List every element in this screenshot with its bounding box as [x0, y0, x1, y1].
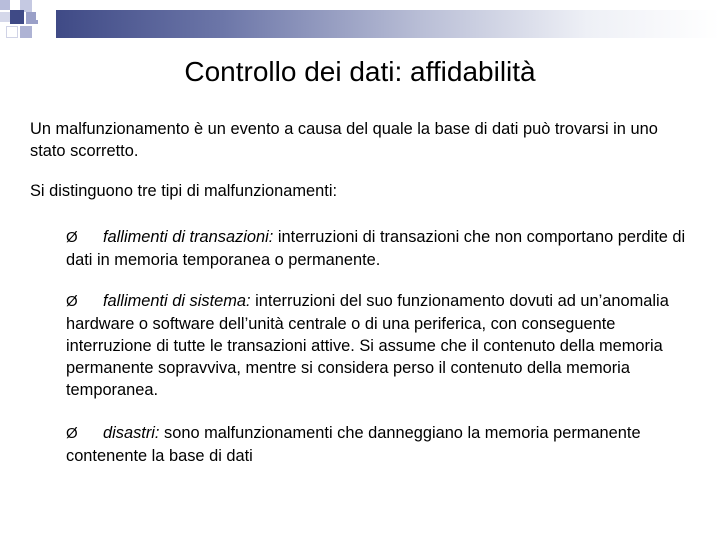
decoration-square	[10, 10, 24, 24]
bullet-text: sono malfunzionamenti che danneggiano la memoria permanente contenente la base di dati	[66, 424, 641, 465]
decoration-square	[20, 26, 32, 38]
arrow-bullet-icon: Ø	[66, 229, 78, 246]
slide-title: Controllo dei dati: affidabilità	[184, 56, 536, 87]
header-decoration-squares	[0, 0, 56, 40]
bullet-item	[66, 226, 696, 271]
intro-paragraph: Un malfunzionamento è un evento a causa del quale la base di dati può trovarsi in uno stato scorretto.	[30, 120, 658, 160]
decoration-square	[0, 0, 10, 10]
decoration-square	[36, 0, 52, 20]
bullet-term: fallimenti di transazioni:	[103, 228, 274, 246]
decoration-square	[10, 0, 20, 10]
bullet-term: fallimenti di sistema:	[103, 292, 251, 310]
arrow-bullet-icon: Ø	[66, 425, 78, 442]
bullet-term: disastri:	[103, 424, 160, 442]
bullet-text: interruzioni del suo funzionamento dovuti ad un’anomalia hardware o software dell’unità centrale o di una periferica, con conseguente interruzione di tutte le transazioni attive. Si assume che il contenuto della memoria permanente sopravviva, mentre si considera perso il contenuto della memoria temporanea.	[66, 292, 669, 399]
bullet-text: interruzioni di transazioni che non comportano perdite di dati in memoria temporanea o permanente.	[66, 228, 686, 269]
header-decoration-band	[56, 10, 720, 38]
arrow-bullet-icon: Ø	[66, 293, 78, 310]
decoration-square	[6, 26, 18, 38]
bullet-item	[66, 422, 696, 467]
bullet-item	[66, 290, 696, 401]
intro-paragraph: Si distinguono tre tipi di malfunzionamenti:	[30, 182, 338, 200]
decoration-square	[0, 12, 10, 22]
